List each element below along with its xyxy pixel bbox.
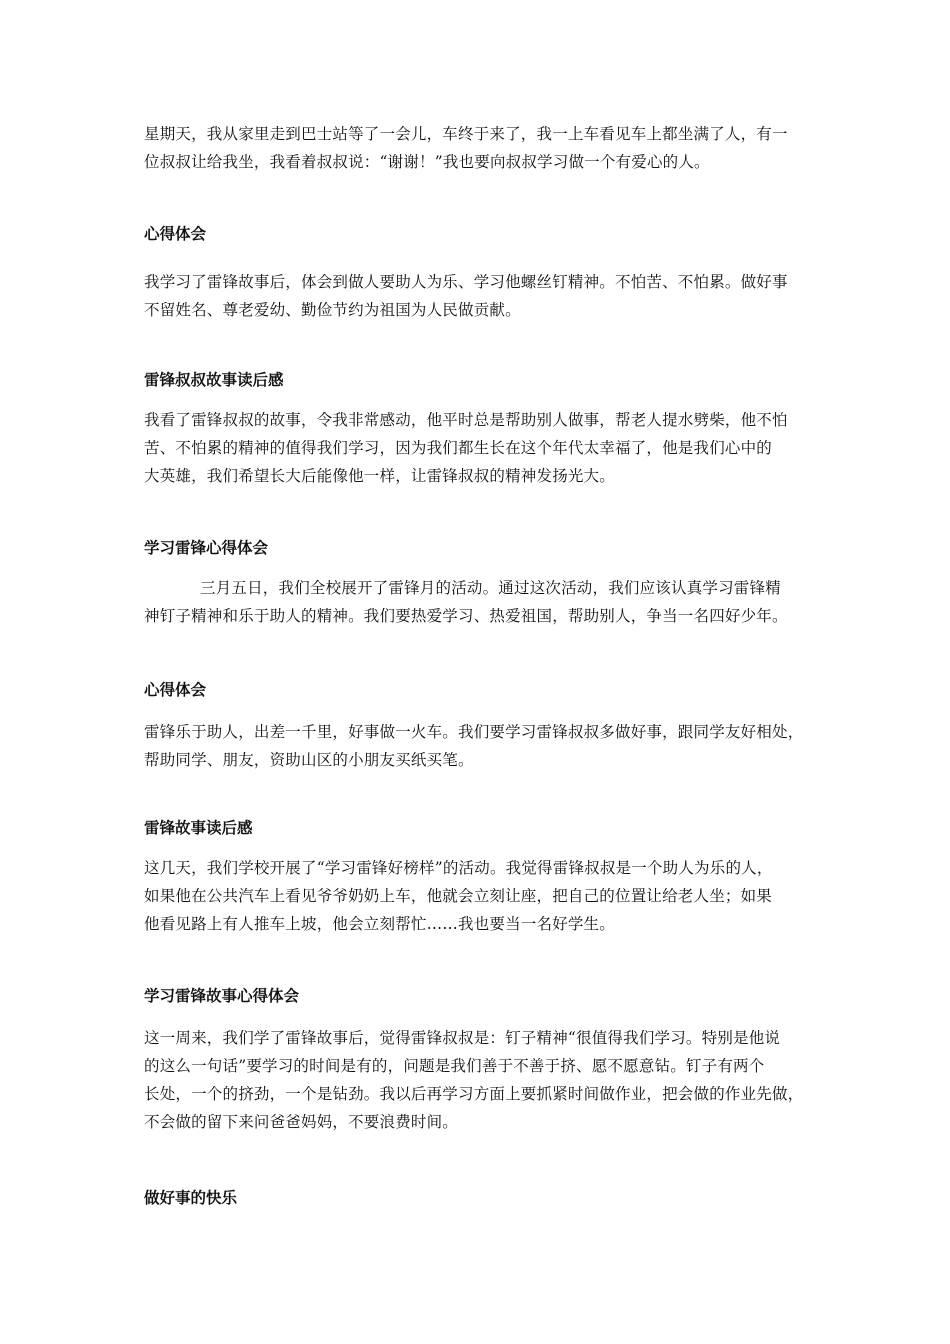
section-8 [144, 1184, 237, 1212]
section-heading: 学习雷锋心得体会 [144, 538, 269, 557]
section-7 [144, 982, 803, 1136]
section-heading: 学习雷锋故事心得体会 [144, 986, 300, 1005]
paragraph-line: 神钉子精神和乐于助人的精神。我们要热爱学习、热爱祖国，帮助别人，争当一名四好少年。 [144, 607, 788, 625]
paragraph-line: 帮助同学、朋友，资助山区的小朋友买纸买笔。 [144, 751, 474, 769]
paragraph-line: 长处，一个的挤劲，一个是钻劲。我以后再学习方面上要抓紧时间做作业，把会做的作业先做， [144, 1085, 804, 1103]
section-5 [144, 676, 803, 774]
paragraph [144, 1024, 803, 1136]
paragraph-line: 我学习了雷锋故事后，体会到做人要助人为乐、学习他螺丝钉精神。不怕苦、不怕累。做好事 [144, 273, 788, 291]
paragraph-line: 大英雄，我们希望长大后能像他一样，让雷锋叔叔的精神发扬光大。 [144, 467, 616, 485]
section-heading: 雷锋故事读后感 [144, 818, 253, 837]
paragraph-line: 雷锋乐于助人，出差一千里，好事做一火车。我们要学习雷锋叔叔多做好事，跟同学友好相处， [144, 723, 804, 741]
paragraph-line: 这一周来，我们学了雷锋故事后，觉得雷锋叔叔是：钉子精神“很值得我们学习。特别是他说 [144, 1029, 781, 1047]
paragraph-line: 的这么一句话”要学习的时间是有的，问题是我们善于不善于挤、愿不愿意钻。钉子有两个 [144, 1057, 765, 1075]
section-6 [144, 814, 773, 938]
section-3 [144, 366, 788, 490]
paragraph-line: 他看见路上有人推车上坡，他会立刻帮忙……我也要当一名好学生。 [144, 915, 616, 933]
paragraph [144, 120, 788, 176]
paragraph-line: 不会做的留下来问爸爸妈妈，不要浪费时间。 [144, 1113, 459, 1131]
section-1 [144, 120, 788, 176]
section-heading: 心得体会 [144, 680, 207, 699]
section-heading: 心得体会 [144, 224, 207, 243]
paragraph [144, 854, 773, 938]
paragraph-line: 苦、不怕累的精神的值得我们学习，因为我们都生长在这个年代太幸福了，他是我们心中的 [144, 439, 773, 457]
paragraph-line: 我看了雷锋叔叔的故事，令我非常感动，他平时总是帮助别人做事，帮老人提水劈柴，他不怕 [144, 411, 788, 429]
paragraph [144, 268, 788, 324]
section-heading: 雷锋叔叔故事读后感 [144, 370, 284, 389]
section-4 [144, 534, 788, 630]
paragraph-line: 星期天，我从家里走到巴士站等了一会儿，车终于来了，我一上车看见车上都坐满了人，有一 [144, 125, 788, 143]
paragraph-line: 这几天，我们学校开展了“学习雷锋好榜样”的活动。我觉得雷锋叔叔是一个助人为乐的人， [144, 859, 773, 877]
section-2 [144, 220, 788, 324]
paragraph-line: 三月五日，我们全校展开了雷锋月的活动。通过这次活动，我们应该认真学习雷锋精 [200, 579, 781, 597]
paragraph-line: 如果他在公共汽车上看见爷爷奶奶上车，他就会立刻让座，把自己的位置让给老人坐；如果 [144, 887, 773, 905]
paragraph [144, 718, 803, 774]
paragraph [144, 406, 788, 490]
paragraph-line: 位叔叔让给我坐，我看着叔叔说：“谢谢！”我也要向叔叔学习做一个有爱心的人。 [144, 153, 710, 171]
section-heading: 做好事的快乐 [144, 1188, 238, 1207]
paragraph-line: 不留姓名、尊老爱幼、勤俭节约为祖国为人民做贡献。 [144, 301, 521, 319]
paragraph [144, 574, 788, 630]
